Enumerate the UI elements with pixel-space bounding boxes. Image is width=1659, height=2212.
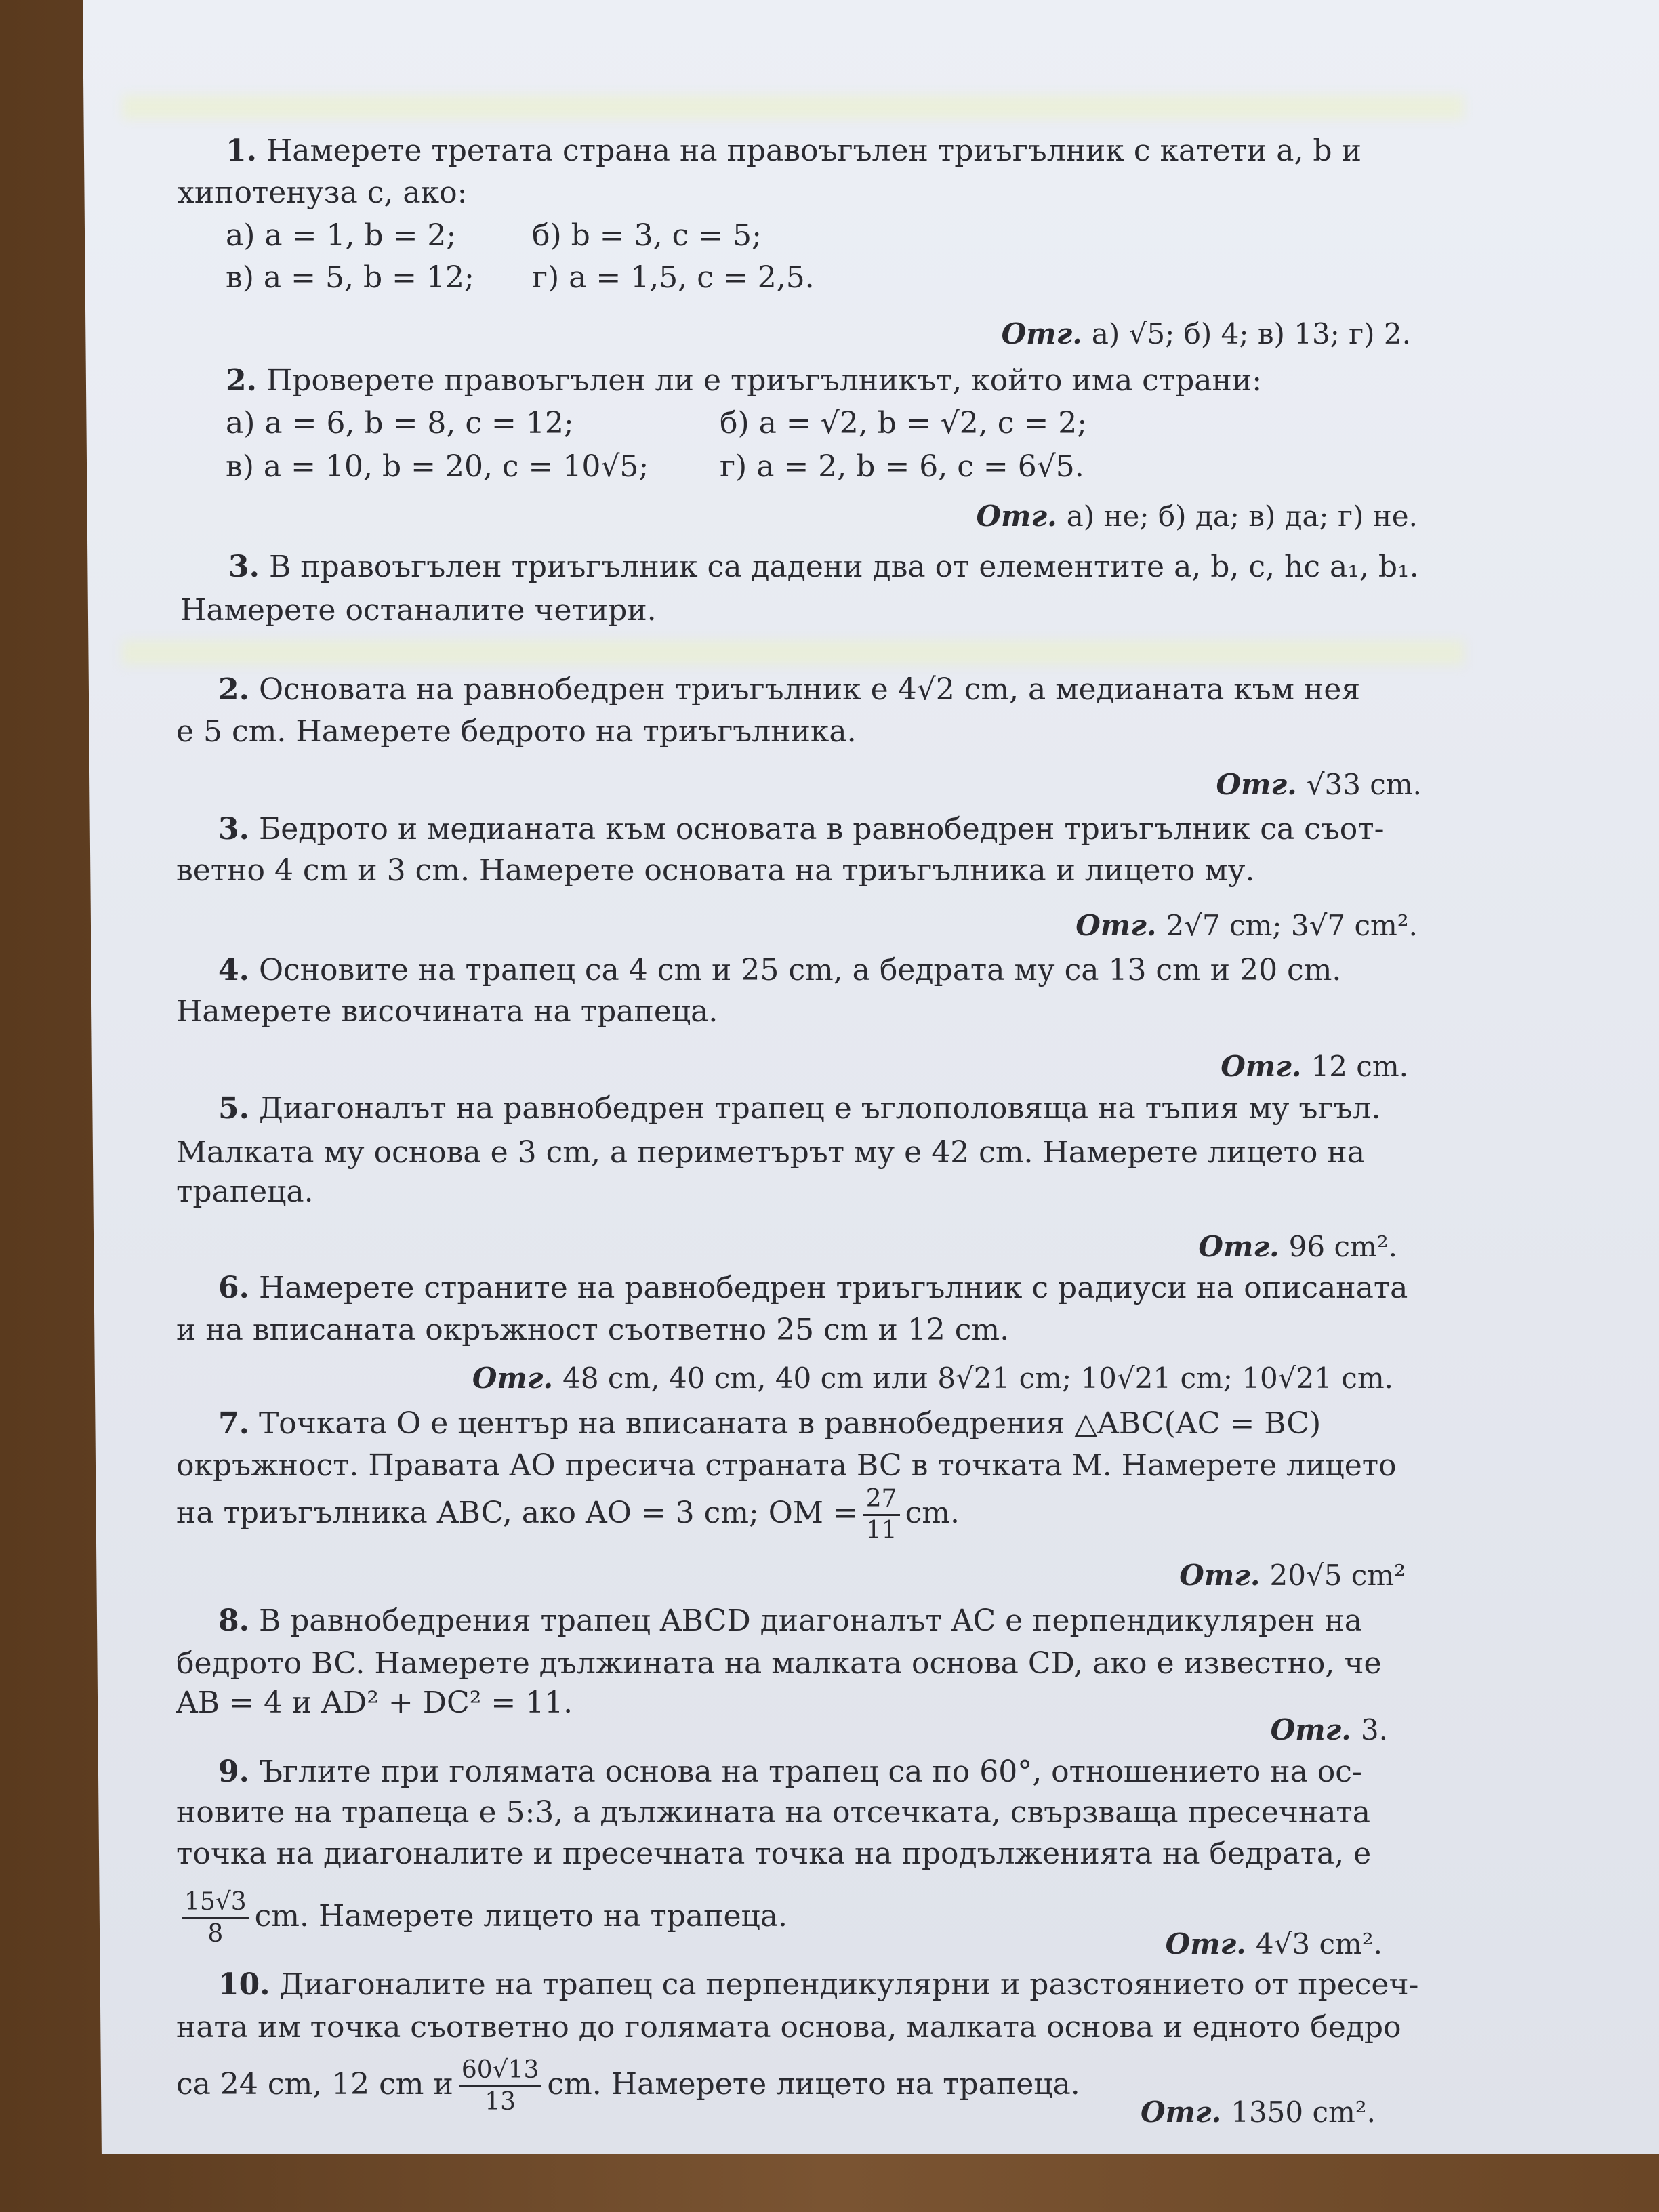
answer	[1221, 1048, 1408, 1086]
problem-3: 3. В правоъгълен триъгълник са дадени два от елементите a, b, c, hc a₁, b₁.	[228, 550, 1419, 584]
answer-text: 20√5 cm²	[1269, 1559, 1406, 1592]
problem-number: 5.	[218, 1091, 249, 1126]
problem-text: В равнобедрения трапец ABCD диагоналът AC е перпендикулярен на	[258, 1603, 1363, 1638]
problem-text: Диагоналът на равнобедрен трапец е ъглополовяща на тъпия му ъгъл.	[258, 1091, 1381, 1126]
answer	[1141, 2093, 1376, 2131]
denominator: 13	[485, 2088, 516, 2116]
problem-text: Бедрото и медианата към основата в равнобедрен триъгълник са съот-	[258, 812, 1385, 846]
answer-label: Отг.	[1198, 1230, 1279, 1263]
fraction	[182, 1887, 249, 1949]
problem-1-c: в) a = 5, b = 12;	[226, 260, 474, 295]
problem-number: 7.	[218, 1406, 249, 1441]
problem-8	[218, 1602, 1362, 1640]
problem-line: ната им точка съответно до голямата основа, малката основа и едното бедро	[176, 2010, 1401, 2045]
text: cm.	[905, 1496, 960, 1530]
answer-label: Отг.	[1140, 2095, 1222, 2129]
problem-10	[218, 1966, 1418, 2004]
problem-line: и на вписаната окръжност съответно 25 cm и 12 cm.	[176, 1313, 1010, 1347]
answer-text: 2√7 cm; 3√7 cm².	[1166, 909, 1418, 942]
denominator: 8	[207, 1920, 224, 1948]
numerator: 27	[863, 1484, 900, 1516]
answer-label: Отг.	[1179, 1559, 1261, 1592]
answer-label: Отг.	[1076, 909, 1157, 942]
answer-text: 96 cm².	[1288, 1230, 1397, 1263]
problem-line: Намерете височината на трапеца.	[176, 994, 718, 1029]
problem-line: бедрото BC. Намерете дължината на малката основа CD, ако е известно, че	[176, 1646, 1382, 1681]
answer-text: 1350 cm².	[1231, 2095, 1376, 2129]
answer: Отг. а) √5; б) 4; в) 13; г) 2.	[1001, 317, 1411, 350]
problem-1-a: а) a = 1, b = 2;	[226, 218, 457, 253]
problem-6	[218, 1269, 1408, 1307]
answer	[1166, 1925, 1382, 1963]
problem-line: точка на диагоналите и пресечната точка на продълженията на бедрата, е	[176, 1837, 1372, 1871]
answer	[1179, 1557, 1406, 1595]
problem-2: 2. Проверете правоъгълен ли е триъгълникът, който има страни:	[226, 363, 1263, 398]
problem-3-line: Намерете останалите четири.	[180, 593, 657, 628]
problem-7	[218, 1405, 1321, 1443]
fraction	[863, 1484, 900, 1546]
answer-label: Отг.	[1221, 1050, 1302, 1083]
answer-text: 48 cm, 40 cm, 40 cm или 8√21 cm; 10√21 cm; 10√21 cm.	[562, 1361, 1393, 1395]
problem-line: новите на трапеца е 5:3, а дължината на отсечката, свързваща пресечната	[176, 1795, 1370, 1830]
problem-2	[218, 671, 1360, 709]
answer	[1198, 1228, 1397, 1266]
highlight-strip	[122, 95, 1464, 119]
problem-2-c: в) a = 10, b = 20, c = 10√5;	[226, 449, 649, 484]
denominator: 11	[865, 1517, 897, 1544]
answer: Отг. а) не; б) да; в) да; г) не.	[976, 499, 1418, 533]
problem-1-d: г) a = 1,5, c = 2,5.	[532, 260, 815, 295]
problem-text: Основите на трапец са 4 cm и 25 cm, а бедрата му са 13 cm и 20 cm.	[258, 953, 1342, 987]
problem-1: 1. Намерете третата страна на правоъгълен триъгълник с катети a, b и	[226, 134, 1361, 168]
numerator: 60√13	[459, 2055, 542, 2087]
problem-number: 8.	[218, 1603, 249, 1638]
answer-text: √33 cm.	[1306, 768, 1422, 801]
answer-label: Отг.	[1216, 768, 1297, 801]
problem-line: окръжност. Правата AO пресича страната BC в точката M. Намерете лицето	[176, 1448, 1397, 1483]
text: са 24 cm, 12 cm и	[176, 2067, 453, 2102]
problem-number: 6.	[218, 1271, 249, 1305]
problem-number: 2.	[218, 672, 249, 707]
text: на триъгълника ABC, ако AO = 3 cm; OM =	[176, 1496, 858, 1530]
problem-number: 3.	[218, 812, 249, 846]
answer-label: Отг.	[472, 1361, 554, 1395]
problem-number: 4.	[218, 953, 249, 987]
answer-text: 12 cm.	[1311, 1050, 1408, 1083]
problem-line: е 5 cm. Намерете бедрото на триъгълника.	[176, 714, 857, 749]
problem-text: Намерете страните на равнобедрен триъгълник с радиуси на описаната	[258, 1271, 1408, 1305]
problem-text: Основата на равнобедрен триъгълник е 4√2 cm, а медианата към нея	[258, 672, 1361, 707]
answer-text: 3.	[1360, 1713, 1388, 1746]
answer	[472, 1359, 1393, 1397]
fraction	[459, 2055, 542, 2117]
text: cm. Намерете лицето на трапеца.	[254, 1899, 788, 1933]
answer	[1076, 907, 1418, 945]
problem-line: AB = 4 и AD² + DC² = 11.	[176, 1685, 573, 1720]
highlight-strip	[122, 640, 1464, 665]
answer-text: 4√3 cm².	[1255, 1927, 1382, 1961]
answer-label: Отг.	[1165, 1927, 1246, 1961]
problem-line: Малката му основа е 3 cm, а периметърът му е 42 cm. Намерете лицето на	[176, 1135, 1365, 1170]
problem-number: 9.	[218, 1755, 249, 1789]
answer-label: Отг.	[1270, 1713, 1351, 1746]
problem-2-a: а) a = 6, b = 8, c = 12;	[226, 406, 574, 441]
problem-2-d: г) a = 2, b = 6, c = 6√5.	[720, 449, 1084, 484]
problem-line-with-fraction	[176, 1887, 787, 1949]
answer	[1271, 1711, 1388, 1749]
problem-3	[218, 811, 1385, 848]
problem-2-b: б) a = √2, b = √2, c = 2;	[720, 406, 1088, 441]
problem-1-line: хипотенуза c, ако:	[178, 176, 468, 210]
problem-text: Точката O е център на вписаната в равнобедрения △ABC(AC = BC)	[258, 1406, 1322, 1441]
problem-1-b: б) b = 3, c = 5;	[532, 218, 762, 253]
problem-9	[218, 1753, 1362, 1791]
text: cm. Намерете лицето на трапеца.	[547, 2067, 1080, 2102]
problem-line-with-fraction	[176, 1484, 960, 1546]
problem-text: Диагоналите на трапец са перпендикулярни и разстоянието от пресеч-	[279, 1967, 1419, 2002]
problem-line-with-fraction	[176, 2055, 1080, 2117]
problem-4	[218, 951, 1341, 989]
problem-line: ветно 4 cm и 3 cm. Намерете основата на триъгълника и лицето му.	[176, 853, 1255, 888]
problem-text: Ъглите при голямата основа на трапец са по 60°, отношението на ос-	[258, 1755, 1362, 1789]
numerator: 15√3	[182, 1887, 249, 1919]
problem-5	[218, 1090, 1380, 1128]
answer	[1216, 766, 1422, 804]
problem-line: трапеца.	[176, 1174, 314, 1209]
problem-number: 10.	[218, 1967, 270, 2002]
